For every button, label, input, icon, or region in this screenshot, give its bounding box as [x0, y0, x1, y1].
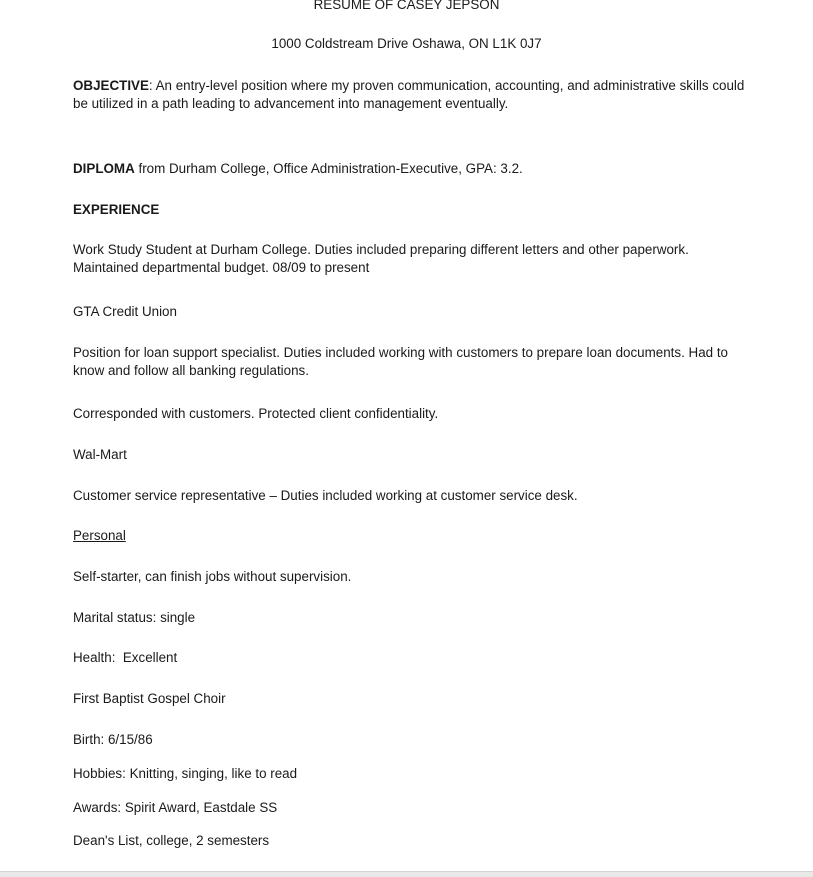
diploma-text: from Durham College, Office Administration-Executive, GPA: 3.2.: [134, 161, 523, 176]
customer-service-paragraph: Customer service representative – Duties included working at customer service desk.: [73, 488, 578, 503]
correspondence-paragraph: Corresponded with customers. Protected client confidentiality.: [73, 406, 439, 421]
work-study-paragraph: Work Study Student at Durham College. Duties included preparing different letters and other paperwork. Maintained departmental budget. 08/09 to present: [73, 242, 689, 275]
personal-heading: Personal: [73, 528, 126, 543]
objective-paragraph: [73, 77, 753, 113]
hobbies-line: Hobbies: Knitting, singing, like to read: [73, 766, 298, 781]
awards-line: Awards: Spirit Award, Eastdale SS: [73, 800, 278, 815]
marital-status-line: Marital status: single: [73, 610, 196, 625]
address-line: 1000 Coldstream Drive Oshawa, ON L1K 0J7: [271, 36, 542, 51]
health-line: [73, 649, 753, 667]
employer-wal-mart: Wal-Mart: [73, 447, 127, 462]
objective-text: : An entry-level position where my proven communication, accounting, and administrative skills could be utilized in a path leading to advancement into management eventually.: [73, 78, 745, 111]
self-starter-line: Self-starter, can finish jobs without supervision.: [73, 569, 352, 584]
birth-line: Birth: 6/15/86: [73, 732, 153, 747]
health-text: Health: Excellent: [73, 650, 178, 665]
page-bottom-edge: [0, 871, 813, 877]
employer-gta-credit-union: GTA Credit Union: [73, 304, 177, 319]
diploma-paragraph: [73, 160, 753, 178]
resume-title: RESUME OF CASEY JEPSON: [313, 0, 500, 12]
deans-list-line: Dean's List, college, 2 semesters: [73, 833, 270, 848]
diploma-label: DIPLOMA: [73, 161, 135, 176]
objective-label: OBJECTIVE: [73, 78, 149, 93]
choir-line: First Baptist Gospel Choir: [73, 691, 226, 706]
loan-specialist-paragraph: Position for loan support specialist. Duties included working with customers to prepare loan documents. Had to know and follow all banking regulations.: [73, 345, 728, 378]
experience-heading: EXPERIENCE: [73, 202, 160, 217]
